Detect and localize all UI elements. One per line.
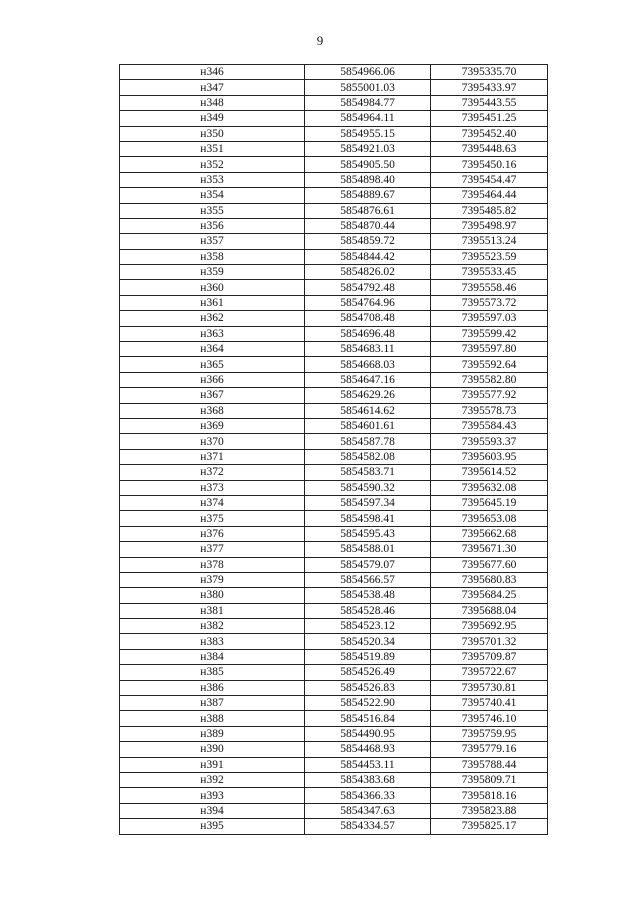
table-row (120, 449, 548, 464)
coordinates-table (119, 64, 548, 835)
y-coordinate-cell: 7395597.03 (431, 311, 548, 326)
y-coordinate-cell: 7395452.40 (431, 126, 548, 141)
y-coordinate-cell: 7395688.04 (431, 603, 548, 618)
coordinates-table-body (120, 65, 548, 835)
point-id-cell: н383 (120, 634, 305, 649)
y-coordinate-cell: 7395788.44 (431, 757, 548, 772)
x-coordinate-cell: 5854528.46 (305, 603, 431, 618)
y-coordinate-cell: 7395653.08 (431, 511, 548, 526)
y-coordinate-cell: 7395578.73 (431, 403, 548, 418)
table-row (120, 788, 548, 803)
y-coordinate-cell: 7395684.25 (431, 588, 548, 603)
x-coordinate-cell: 5854566.57 (305, 572, 431, 587)
x-coordinate-cell: 5854826.02 (305, 265, 431, 280)
y-coordinate-cell: 7395454.47 (431, 172, 548, 187)
point-id-cell: н346 (120, 65, 305, 80)
x-coordinate-cell: 5854520.34 (305, 634, 431, 649)
point-id-cell: н359 (120, 265, 305, 280)
point-id-cell: н375 (120, 511, 305, 526)
y-coordinate-cell: 7395779.16 (431, 742, 548, 757)
y-coordinate-cell: 7395577.92 (431, 388, 548, 403)
table-row (120, 572, 548, 587)
y-coordinate-cell: 7395645.19 (431, 495, 548, 510)
x-coordinate-cell: 5854629.26 (305, 388, 431, 403)
y-coordinate-cell: 7395722.67 (431, 665, 548, 680)
y-coordinate-cell: 7395671.30 (431, 542, 548, 557)
table-row (120, 388, 548, 403)
y-coordinate-cell: 7395818.16 (431, 788, 548, 803)
y-coordinate-cell: 7395448.63 (431, 141, 548, 156)
table-row (120, 157, 548, 172)
point-id-cell: н376 (120, 526, 305, 541)
table-row (120, 696, 548, 711)
table-row (120, 218, 548, 233)
x-coordinate-cell: 5854905.50 (305, 157, 431, 172)
point-id-cell: н392 (120, 772, 305, 787)
y-coordinate-cell: 7395443.55 (431, 95, 548, 110)
x-coordinate-cell: 5854964.11 (305, 111, 431, 126)
y-coordinate-cell: 7395335.70 (431, 65, 548, 80)
x-coordinate-cell: 5854522.90 (305, 696, 431, 711)
y-coordinate-cell: 7395680.83 (431, 572, 548, 587)
point-id-cell: н363 (120, 326, 305, 341)
point-id-cell: н371 (120, 449, 305, 464)
point-id-cell: н370 (120, 434, 305, 449)
table-row (120, 418, 548, 433)
table-row (120, 434, 548, 449)
point-id-cell: н382 (120, 619, 305, 634)
table-row (120, 726, 548, 741)
point-id-cell: н379 (120, 572, 305, 587)
point-id-cell: н358 (120, 249, 305, 264)
table-row (120, 649, 548, 664)
x-coordinate-cell: 5854792.48 (305, 280, 431, 295)
table-row (120, 326, 548, 341)
x-coordinate-cell: 5854984.77 (305, 95, 431, 110)
y-coordinate-cell: 7395464.44 (431, 188, 548, 203)
table-row (120, 126, 548, 141)
table-row (120, 372, 548, 387)
table-row (120, 111, 548, 126)
page-number: 9 (316, 33, 324, 48)
x-coordinate-cell: 5854647.16 (305, 372, 431, 387)
table-row (120, 80, 548, 95)
table-row (120, 511, 548, 526)
table-row (120, 265, 548, 280)
x-coordinate-cell: 5854598.41 (305, 511, 431, 526)
point-id-cell: н389 (120, 726, 305, 741)
y-coordinate-cell: 7395523.59 (431, 249, 548, 264)
table-row (120, 295, 548, 310)
point-id-cell: н372 (120, 465, 305, 480)
point-id-cell: н360 (120, 280, 305, 295)
table-row (120, 665, 548, 680)
y-coordinate-cell: 7395513.24 (431, 234, 548, 249)
point-id-cell: н354 (120, 188, 305, 203)
point-id-cell: н357 (120, 234, 305, 249)
x-coordinate-cell: 5854844.42 (305, 249, 431, 264)
point-id-cell: н361 (120, 295, 305, 310)
x-coordinate-cell: 5854490.95 (305, 726, 431, 741)
table-row (120, 819, 548, 834)
x-coordinate-cell: 5854898.40 (305, 172, 431, 187)
table-row (120, 188, 548, 203)
y-coordinate-cell: 7395825.17 (431, 819, 548, 834)
point-id-cell: н377 (120, 542, 305, 557)
point-id-cell: н348 (120, 95, 305, 110)
table-row (120, 357, 548, 372)
x-coordinate-cell: 5854876.61 (305, 203, 431, 218)
y-coordinate-cell: 7395614.52 (431, 465, 548, 480)
point-id-cell: н350 (120, 126, 305, 141)
y-coordinate-cell: 7395558.46 (431, 280, 548, 295)
y-coordinate-cell: 7395692.95 (431, 619, 548, 634)
point-id-cell: н393 (120, 788, 305, 803)
table-row (120, 557, 548, 572)
x-coordinate-cell: 5854366.33 (305, 788, 431, 803)
table-row (120, 711, 548, 726)
x-coordinate-cell: 5854347.63 (305, 803, 431, 818)
table-row (120, 141, 548, 156)
x-coordinate-cell: 5854588.01 (305, 542, 431, 557)
table-row (120, 495, 548, 510)
x-coordinate-cell: 5854334.57 (305, 819, 431, 834)
x-coordinate-cell: 5854708.48 (305, 311, 431, 326)
point-id-cell: н390 (120, 742, 305, 757)
y-coordinate-cell: 7395433.97 (431, 80, 548, 95)
x-coordinate-cell: 5854614.62 (305, 403, 431, 418)
y-coordinate-cell: 7395823.88 (431, 803, 548, 818)
x-coordinate-cell: 5854966.06 (305, 65, 431, 80)
y-coordinate-cell: 7395451.25 (431, 111, 548, 126)
point-id-cell: н353 (120, 172, 305, 187)
point-id-cell: н384 (120, 649, 305, 664)
y-coordinate-cell: 7395746.10 (431, 711, 548, 726)
point-id-cell: н351 (120, 141, 305, 156)
table-row (120, 680, 548, 695)
point-id-cell: н380 (120, 588, 305, 603)
y-coordinate-cell: 7395632.08 (431, 480, 548, 495)
x-coordinate-cell: 5854579.07 (305, 557, 431, 572)
point-id-cell: н373 (120, 480, 305, 495)
y-coordinate-cell: 7395485.82 (431, 203, 548, 218)
table-row (120, 588, 548, 603)
table-row (120, 342, 548, 357)
x-coordinate-cell: 5854595.43 (305, 526, 431, 541)
x-coordinate-cell: 5854538.48 (305, 588, 431, 603)
table-row (120, 526, 548, 541)
x-coordinate-cell: 5854583.71 (305, 465, 431, 480)
x-coordinate-cell: 5854582.08 (305, 449, 431, 464)
x-coordinate-cell: 5854764.96 (305, 295, 431, 310)
point-id-cell: н347 (120, 80, 305, 95)
table-row (120, 634, 548, 649)
x-coordinate-cell: 5854523.12 (305, 619, 431, 634)
table-row (120, 619, 548, 634)
point-id-cell: н387 (120, 696, 305, 711)
table-row (120, 403, 548, 418)
table-row (120, 249, 548, 264)
x-coordinate-cell: 5854453.11 (305, 757, 431, 772)
point-id-cell: н395 (120, 819, 305, 834)
x-coordinate-cell: 5854383.68 (305, 772, 431, 787)
y-coordinate-cell: 7395701.32 (431, 634, 548, 649)
x-coordinate-cell: 5854955.15 (305, 126, 431, 141)
x-coordinate-cell: 5854519.89 (305, 649, 431, 664)
y-coordinate-cell: 7395730.81 (431, 680, 548, 695)
point-id-cell: н381 (120, 603, 305, 618)
point-id-cell: н366 (120, 372, 305, 387)
x-coordinate-cell: 5854889.67 (305, 188, 431, 203)
y-coordinate-cell: 7395582.80 (431, 372, 548, 387)
y-coordinate-cell: 7395593.37 (431, 434, 548, 449)
x-coordinate-cell: 5854696.48 (305, 326, 431, 341)
x-coordinate-cell: 5854921.03 (305, 141, 431, 156)
point-id-cell: н394 (120, 803, 305, 818)
y-coordinate-cell: 7395584.43 (431, 418, 548, 433)
table-row (120, 757, 548, 772)
table-row (120, 603, 548, 618)
y-coordinate-cell: 7395740.41 (431, 696, 548, 711)
point-id-cell: н365 (120, 357, 305, 372)
x-coordinate-cell: 5854601.61 (305, 418, 431, 433)
table-row (120, 465, 548, 480)
point-id-cell: н388 (120, 711, 305, 726)
y-coordinate-cell: 7395662.68 (431, 526, 548, 541)
table-row (120, 772, 548, 787)
point-id-cell: н369 (120, 418, 305, 433)
y-coordinate-cell: 7395677.60 (431, 557, 548, 572)
x-coordinate-cell: 5854870.44 (305, 218, 431, 233)
x-coordinate-cell: 5855001.03 (305, 80, 431, 95)
y-coordinate-cell: 7395709.87 (431, 649, 548, 664)
x-coordinate-cell: 5854859.72 (305, 234, 431, 249)
y-coordinate-cell: 7395599.42 (431, 326, 548, 341)
table-row (120, 480, 548, 495)
y-coordinate-cell: 7395450.16 (431, 157, 548, 172)
x-coordinate-cell: 5854590.32 (305, 480, 431, 495)
table-row (120, 280, 548, 295)
table-row (120, 542, 548, 557)
table-row (120, 742, 548, 757)
y-coordinate-cell: 7395759.95 (431, 726, 548, 741)
y-coordinate-cell: 7395597.80 (431, 342, 548, 357)
point-id-cell: н362 (120, 311, 305, 326)
point-id-cell: н374 (120, 495, 305, 510)
point-id-cell: н378 (120, 557, 305, 572)
y-coordinate-cell: 7395603.95 (431, 449, 548, 464)
x-coordinate-cell: 5854597.34 (305, 495, 431, 510)
table-row (120, 311, 548, 326)
point-id-cell: н368 (120, 403, 305, 418)
x-coordinate-cell: 5854526.49 (305, 665, 431, 680)
y-coordinate-cell: 7395809.71 (431, 772, 548, 787)
x-coordinate-cell: 5854526.83 (305, 680, 431, 695)
table-row (120, 203, 548, 218)
y-coordinate-cell: 7395498.97 (431, 218, 548, 233)
y-coordinate-cell: 7395592.64 (431, 357, 548, 372)
point-id-cell: н356 (120, 218, 305, 233)
point-id-cell: н352 (120, 157, 305, 172)
x-coordinate-cell: 5854516.84 (305, 711, 431, 726)
point-id-cell: н364 (120, 342, 305, 357)
point-id-cell: н355 (120, 203, 305, 218)
table-row (120, 803, 548, 818)
x-coordinate-cell: 5854468.93 (305, 742, 431, 757)
point-id-cell: н386 (120, 680, 305, 695)
point-id-cell: н391 (120, 757, 305, 772)
y-coordinate-cell: 7395573.72 (431, 295, 548, 310)
x-coordinate-cell: 5854683.11 (305, 342, 431, 357)
table-row (120, 234, 548, 249)
point-id-cell: н349 (120, 111, 305, 126)
y-coordinate-cell: 7395533.45 (431, 265, 548, 280)
point-id-cell: н385 (120, 665, 305, 680)
table-row (120, 95, 548, 110)
table-row (120, 65, 548, 80)
table-row (120, 172, 548, 187)
point-id-cell: н367 (120, 388, 305, 403)
x-coordinate-cell: 5854587.78 (305, 434, 431, 449)
x-coordinate-cell: 5854668.03 (305, 357, 431, 372)
